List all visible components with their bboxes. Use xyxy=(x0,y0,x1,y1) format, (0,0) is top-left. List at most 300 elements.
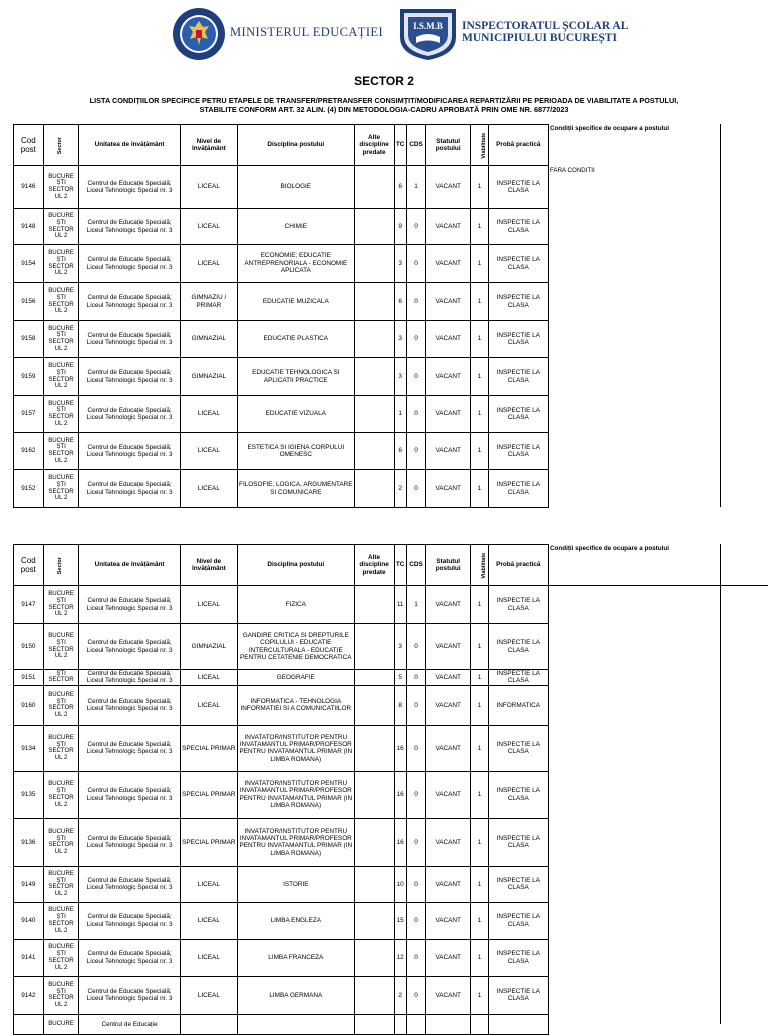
conditions-header-2: Condiții specifice de ocupare a postului xyxy=(550,545,669,552)
positions-table-2 xyxy=(13,544,549,1035)
table-row xyxy=(14,685,549,725)
cell-unit: Centrul de Educație Specială; Liceul Tehnologic Special nr. 3 xyxy=(79,818,180,866)
cell-cds: 1 xyxy=(406,586,425,624)
cell-discipline: ESTETICA SI IGIENA CORPULUI OMENESC xyxy=(238,433,355,470)
government-seal-icon xyxy=(172,7,226,61)
table-row xyxy=(14,245,549,283)
cell-unit: Centrul de Educație Specială; Liceul Tehnologic Special nr. 3 xyxy=(79,358,180,396)
cell-practical: INSPECTIE LA CLASA xyxy=(488,939,548,976)
cell-cds: 0 xyxy=(406,902,425,939)
cell-code: 9149 xyxy=(14,866,44,902)
cell-tc: 8 xyxy=(394,685,406,725)
table-row xyxy=(14,209,549,245)
col-header-status: Statutul postului xyxy=(426,545,471,586)
cell-unit: Centrul de Educație Specială; Liceul Tehnologic Special nr. 3 xyxy=(79,670,180,686)
cell-code: 9135 xyxy=(14,771,44,818)
table-row xyxy=(14,166,549,209)
cell-status: VACANT xyxy=(426,725,471,771)
page-header xyxy=(0,0,768,66)
col-header-code: Cod post xyxy=(14,545,44,586)
cell-tc: 3 xyxy=(394,245,406,283)
cell-practical: INSPECTIE LA CLASA xyxy=(488,433,548,470)
conditions-header-divider-2 xyxy=(549,585,768,586)
col-header-status: Statutul postului xyxy=(426,125,471,166)
cell-level: LICEAL xyxy=(180,586,237,624)
cell-other xyxy=(354,586,394,624)
cell-level: LICEAL xyxy=(180,470,237,508)
cell-tc: 6 xyxy=(394,283,406,321)
cell-practical: INSPECTIE LA CLASA xyxy=(488,624,548,670)
cell-status: VACANT xyxy=(426,624,471,670)
cell-tc: 11 xyxy=(394,586,406,624)
cell-status: VACANT xyxy=(426,358,471,396)
cell-tc: 10 xyxy=(394,866,406,902)
cell-cds: 0 xyxy=(406,358,425,396)
cell-sector: BUCURE ȘTI SECTOR UL 2 xyxy=(43,321,79,358)
cell-viability: 1 xyxy=(471,866,488,902)
cell-sector: BUCURE ȘTI SECTOR UL 2 xyxy=(43,976,79,1014)
cell-viability: 1 xyxy=(471,433,488,470)
cell-cds: 0 xyxy=(406,771,425,818)
cell-tc: 2 xyxy=(394,976,406,1014)
cell-unit: Centrul de Educație xyxy=(79,1014,180,1034)
cell-code: 9146 xyxy=(14,166,44,209)
cell-level: GIMNAZIAL xyxy=(180,624,237,670)
page-title: SECTOR 2 xyxy=(354,74,414,88)
cell-code: 9156 xyxy=(14,283,44,321)
cell-code: 9142 xyxy=(14,976,44,1014)
cell-other xyxy=(354,818,394,866)
cell-viability: 1 xyxy=(471,976,488,1014)
col-header-viability xyxy=(471,125,488,166)
cell-practical: INSPECTIE LA CLASA xyxy=(488,902,548,939)
cell-discipline: FILOSOFIE; LOGICA, ARGUMENTARE SI COMUNICARE xyxy=(238,470,355,508)
table-row xyxy=(14,976,549,1014)
cell-level: GIMNAZIAL xyxy=(180,358,237,396)
cell-other xyxy=(354,245,394,283)
cell-other xyxy=(354,725,394,771)
cell-level: SPECIAL PRIMAR xyxy=(180,818,237,866)
table-row xyxy=(14,818,549,866)
cell-other xyxy=(354,283,394,321)
table-header-row xyxy=(14,545,549,586)
col-header-code: Cod post xyxy=(14,125,44,166)
cell-discipline: BIOLOGIE xyxy=(238,166,355,209)
isj-shield-icon xyxy=(398,7,458,61)
cell-status: VACANT xyxy=(426,939,471,976)
cell-cds: 0 xyxy=(406,685,425,725)
cell-sector: BUCURE ȘTI SECTOR UL 2 xyxy=(43,209,79,245)
cell-discipline xyxy=(238,1014,355,1034)
cell-viability: 1 xyxy=(471,209,488,245)
cell-status: VACANT xyxy=(426,976,471,1014)
col-header-viability xyxy=(471,545,488,586)
cell-status: VACANT xyxy=(426,283,471,321)
cell-sector: BUCURE ȘTI SECTOR UL 2 xyxy=(43,358,79,396)
cell-cds: 0 xyxy=(406,866,425,902)
cell-code: 9157 xyxy=(14,396,44,433)
cell-practical: INFORMATICA xyxy=(488,685,548,725)
cell-other xyxy=(354,358,394,396)
col-header-practical: Probă practică xyxy=(488,545,548,586)
conditions-header-1: Condiții specifice de ocupare a postului xyxy=(550,125,669,132)
cell-sector: BUCURE ȘTI SECTOR UL 2 xyxy=(43,166,79,209)
cell-unit: Centrul de Educație Specială; Liceul Tehnologic Special nr. 3 xyxy=(79,976,180,1014)
table-row xyxy=(14,624,549,670)
cell-practical: INSPECTIE LA CLASA xyxy=(488,725,548,771)
cell-discipline: EDUCATIE MUZICALA xyxy=(238,283,355,321)
cell-cds xyxy=(406,1014,425,1034)
isj-name-line1: INSPECTORATUL ȘCOLAR AL xyxy=(462,20,629,32)
cell-unit: Centrul de Educație Specială; Liceul Tehnologic Special nr. 3 xyxy=(79,245,180,283)
cell-viability: 1 xyxy=(471,245,488,283)
cell-tc xyxy=(394,1014,406,1034)
cell-cds: 0 xyxy=(406,939,425,976)
col-header-level: Nivel de învățământ xyxy=(180,125,237,166)
cell-viability: 1 xyxy=(471,586,488,624)
cell-discipline: INVATATOR/INSTITUTOR PENTRU INVATAMANTUL PRIMAR/PROFESOR PENTRU INVATAMANTUL PRIMAR (IN LIMBA ROMANA) xyxy=(238,725,355,771)
cell-code: 9148 xyxy=(14,209,44,245)
cell-sector: BUCURE ȘTI SECTOR UL 2 xyxy=(43,866,79,902)
cell-unit: Centrul de Educație Specială; Liceul Tehnologic Special nr. 3 xyxy=(79,866,180,902)
cell-other xyxy=(354,209,394,245)
cell-unit: Centrul de Educație Specială; Liceul Tehnologic Special nr. 3 xyxy=(79,771,180,818)
cell-status: VACANT xyxy=(426,902,471,939)
cell-practical: INSPECTIE LA CLASA xyxy=(488,321,548,358)
cell-discipline: EDUCATIE PLASTICA xyxy=(238,321,355,358)
table-row xyxy=(14,902,549,939)
cell-sector: BUCURE ȘTI SECTOR UL 2 xyxy=(43,771,79,818)
cell-sector: BUCURE ȘTI SECTOR UL 2 xyxy=(43,902,79,939)
cell-other xyxy=(354,939,394,976)
positions-table-1 xyxy=(13,124,549,508)
cell-sector: BUCURE ȘTI SECTOR UL 2 xyxy=(43,818,79,866)
cell-cds: 0 xyxy=(406,670,425,686)
cell-discipline: EDUCATIE VIZUALA xyxy=(238,396,355,433)
cell-discipline: LIMBA FRANCEZA xyxy=(238,939,355,976)
cell-discipline: INVATATOR/INSTITUTOR PENTRU INVATAMANTUL PRIMAR/PROFESOR PENTRU INVATAMANTUL PRIMAR (IN LIMBA ROMANA) xyxy=(238,771,355,818)
col-header-sector xyxy=(43,125,79,166)
cell-code: 9151 xyxy=(14,670,44,686)
cell-discipline: ECONOMIE; EDUCATIE ANTREPRENORIALA - ECONOMIE APLICATA xyxy=(238,245,355,283)
table-row xyxy=(14,670,549,686)
cell-code xyxy=(14,1014,44,1034)
cell-level: SPECIAL PRIMAR xyxy=(180,725,237,771)
cell-level: LICEAL xyxy=(180,245,237,283)
cell-tc: 12 xyxy=(394,939,406,976)
cell-other xyxy=(354,685,394,725)
cell-status: VACANT xyxy=(426,166,471,209)
subtitle-line2: STABILITE CONFORM ART. 32 ALIN. (4) DIN METODOLOGIA-CADRU APROBATĂ PRIN OME NR. 6877/2023 xyxy=(199,105,569,114)
cell-practical: INSPECTIE LA CLASA xyxy=(488,245,548,283)
cell-discipline: LIMBA ENGLEZA xyxy=(238,902,355,939)
cell-unit: Centrul de Educație Specială; Liceul Tehnologic Special nr. 3 xyxy=(79,939,180,976)
table-row xyxy=(14,433,549,470)
table-row xyxy=(14,396,549,433)
cell-other xyxy=(354,624,394,670)
col-header-sector-label: Sector xyxy=(57,556,64,575)
cell-level: LICEAL xyxy=(180,939,237,976)
cell-sector: BUCURE ȘTI SECTOR UL 2 xyxy=(43,624,79,670)
cell-status: VACANT xyxy=(426,433,471,470)
cell-status: VACANT xyxy=(426,245,471,283)
cell-sector: BUCURE ȘTI SECTOR UL 2 xyxy=(43,433,79,470)
cell-unit: Centrul de Educație Specială; Liceul Tehnologic Special nr. 3 xyxy=(79,396,180,433)
cell-tc: 15 xyxy=(394,902,406,939)
table-header-row xyxy=(14,125,549,166)
cell-viability: 1 xyxy=(471,396,488,433)
ministry-name: MINISTERUL EDUCAȚIEI xyxy=(230,25,384,39)
cell-cds: 0 xyxy=(406,283,425,321)
cell-unit: Centrul de Educație Specială; Liceul Tehnologic Special nr. 3 xyxy=(79,586,180,624)
cell-cds: 0 xyxy=(406,818,425,866)
cell-sector: BUCURE ȘTI SECTOR UL 2 xyxy=(43,725,79,771)
cell-level: LICEAL xyxy=(180,685,237,725)
cell-viability: 1 xyxy=(471,818,488,866)
col-header-level: Nivel de învățământ xyxy=(180,545,237,586)
cell-sector: BUCURE ȘTI SECTOR UL 2 xyxy=(43,470,79,508)
col-header-tc: TC xyxy=(394,125,406,166)
cell-code: 9162 xyxy=(14,433,44,470)
cell-code: 9134 xyxy=(14,725,44,771)
col-header-other: Alte discipline predate xyxy=(354,545,394,586)
cell-practical: INSPECTIE LA CLASA xyxy=(488,166,548,209)
cell-unit: Centrul de Educație Specială; Liceul Tehnologic Special nr. 3 xyxy=(79,725,180,771)
cell-cds: 0 xyxy=(406,624,425,670)
table-row xyxy=(14,283,549,321)
cell-code: 9159 xyxy=(14,358,44,396)
cell-code: 9160 xyxy=(14,685,44,725)
col-header-sector xyxy=(43,545,79,586)
cell-practical: INSPECTIE LA CLASA xyxy=(488,818,548,866)
cell-viability: 1 xyxy=(471,321,488,358)
col-header-viability-label: Viabilitate xyxy=(481,132,488,159)
cell-discipline: GANDIRE CRITICA SI DREPTURILE COPILULUI - EDUCATIE INTERCULTURALA - EDUCATIE PENTRU CETATENIE DEMOCRATICA xyxy=(238,624,355,670)
cell-code: 9141 xyxy=(14,939,44,976)
cell-sector: BUCURE ȘTI SECTOR UL 2 xyxy=(43,939,79,976)
cell-sector: BUCURE ȘTI SECTOR UL 2 xyxy=(43,685,79,725)
cell-viability: 1 xyxy=(471,624,488,670)
cell-viability: 1 xyxy=(471,166,488,209)
cell-level: GIMNAZIU / PRIMAR xyxy=(180,283,237,321)
cell-level: SPECIAL PRIMAR xyxy=(180,771,237,818)
cell-code: 9136 xyxy=(14,818,44,866)
cell-other xyxy=(354,433,394,470)
cell-sector: BUCURE ȘTI SECTOR UL 2 xyxy=(43,283,79,321)
table-row xyxy=(14,771,549,818)
cell-discipline: CHIMIE xyxy=(238,209,355,245)
condition-value-1: FARA CONDITII xyxy=(550,167,595,174)
col-header-unit: Unitatea de învățământ xyxy=(79,545,180,586)
cell-level: LICEAL xyxy=(180,902,237,939)
cell-other xyxy=(354,866,394,902)
cell-other xyxy=(354,470,394,508)
col-header-discipline: Disciplina postului xyxy=(238,545,355,586)
cell-other xyxy=(354,166,394,209)
page-subtitle xyxy=(40,96,728,114)
cell-viability: 1 xyxy=(471,902,488,939)
cell-other xyxy=(354,902,394,939)
cell-status: VACANT xyxy=(426,470,471,508)
cell-discipline: ISTORIE xyxy=(238,866,355,902)
cell-other xyxy=(354,771,394,818)
cell-practical: INSPECTIE LA CLASA xyxy=(488,771,548,818)
cell-unit: Centrul de Educație Specială; Liceul Tehnologic Special nr. 3 xyxy=(79,624,180,670)
isj-name xyxy=(462,20,628,44)
cell-tc: 9 xyxy=(394,209,406,245)
col-header-other: Alte discipline predate xyxy=(354,125,394,166)
cell-viability: 1 xyxy=(471,685,488,725)
col-header-discipline: Disciplina postului xyxy=(238,125,355,166)
cell-viability: 1 xyxy=(471,283,488,321)
cell-tc: 5 xyxy=(394,670,406,686)
cell-level: LICEAL xyxy=(180,166,237,209)
cell-practical xyxy=(488,1014,548,1034)
cell-unit: Centrul de Educație Specială; Liceul Tehnologic Special nr. 3 xyxy=(79,166,180,209)
cell-tc: 3 xyxy=(394,624,406,670)
cell-other xyxy=(354,1014,394,1034)
cell-level: LICEAL xyxy=(180,866,237,902)
cell-other xyxy=(354,976,394,1014)
cell-practical: INSPECTIE LA CLASA xyxy=(488,586,548,624)
cell-cds: 0 xyxy=(406,209,425,245)
cell-code: 9154 xyxy=(14,245,44,283)
cell-sector: BUCURE ȘTI SECTOR UL 2 xyxy=(43,396,79,433)
cell-code: 9152 xyxy=(14,470,44,508)
cell-status: VACANT xyxy=(426,771,471,818)
cell-code: 9150 xyxy=(14,624,44,670)
cell-level: LICEAL xyxy=(180,976,237,1014)
cell-sector: BUCURE xyxy=(43,1014,79,1034)
cell-sector: BUCURE ȘTI SECTOR UL 2 xyxy=(43,245,79,283)
col-header-viability-label: Viabilitate xyxy=(481,552,488,579)
table-row xyxy=(14,358,549,396)
cell-tc: 6 xyxy=(394,166,406,209)
cell-other xyxy=(354,321,394,358)
cell-unit: Centrul de Educație Specială; Liceul Tehnologic Special nr. 3 xyxy=(79,321,180,358)
cell-status: VACANT xyxy=(426,209,471,245)
subtitle-line1: LISTA CONDIȚIILOR SPECIFICE PETRU ETAPELE DE TRANSFER/PRETRANSFER CONSIMȚIT/MODIFICAREA REPARTIZĂRII PE PERIOADA DE VIABILITATE A POSTULUI, xyxy=(89,96,679,105)
cell-tc: 3 xyxy=(394,321,406,358)
cell-practical: INSPECTIE LA CLASA xyxy=(488,396,548,433)
cell-tc: 2 xyxy=(394,470,406,508)
cell-cds: 0 xyxy=(406,245,425,283)
cell-discipline: FIZICA xyxy=(238,586,355,624)
cell-unit: Centrul de Educație Specială; Liceul Tehnologic Special nr. 3 xyxy=(79,902,180,939)
table-row xyxy=(14,866,549,902)
cell-unit: Centrul de Educație Specială; Liceul Tehnologic Special nr. 3 xyxy=(79,433,180,470)
cell-status: VACANT xyxy=(426,818,471,866)
cell-practical: INSPECTIE LA CLASA xyxy=(488,976,548,1014)
col-header-sector-label: Sector xyxy=(57,136,64,155)
cell-tc: 3 xyxy=(394,358,406,396)
cell-level: LICEAL xyxy=(180,209,237,245)
conditions-column-2 xyxy=(549,544,721,1024)
cell-tc: 1 xyxy=(394,396,406,433)
cell-unit: Centrul de Educație Specială; Liceul Tehnologic Special nr. 3 xyxy=(79,470,180,508)
isj-logo-text: I.S.M.B xyxy=(413,21,443,31)
cell-discipline: GEOGRAFIE xyxy=(238,670,355,686)
cell-status: VACANT xyxy=(426,396,471,433)
cell-sector: BUCURE ȘTI SECTOR UL 2 xyxy=(43,586,79,624)
table-row xyxy=(14,1014,549,1034)
cell-tc: 16 xyxy=(394,771,406,818)
cell-unit: Centrul de Educație Specială; Liceul Tehnologic Special nr. 3 xyxy=(79,209,180,245)
cell-practical: INSPECTIE LA CLASA xyxy=(488,670,548,686)
table-row xyxy=(14,725,549,771)
cell-viability: 1 xyxy=(471,470,488,508)
cell-other xyxy=(354,396,394,433)
cell-code: 9140 xyxy=(14,902,44,939)
table-row xyxy=(14,586,549,624)
cell-discipline: INFORMATICA - TEHNOLOGIA INFORMATIEI SI A COMUNICATIILOR xyxy=(238,685,355,725)
cell-cds: 0 xyxy=(406,433,425,470)
cell-viability: 1 xyxy=(471,358,488,396)
cell-code: 9158 xyxy=(14,321,44,358)
col-header-unit: Unitatea de învățământ xyxy=(79,125,180,166)
cell-unit: Centrul de Educație Specială; Liceul Tehnologic Special nr. 3 xyxy=(79,685,180,725)
cell-tc: 16 xyxy=(394,725,406,771)
cell-status: VACANT xyxy=(426,586,471,624)
cell-practical: INSPECTIE LA CLASA xyxy=(488,470,548,508)
cell-cds: 0 xyxy=(406,396,425,433)
cell-practical: INSPECTIE LA CLASA xyxy=(488,283,548,321)
col-header-cds: CDS xyxy=(406,125,425,166)
table-row xyxy=(14,321,549,358)
cell-practical: INSPECTIE LA CLASA xyxy=(488,209,548,245)
cell-status: VACANT xyxy=(426,321,471,358)
cell-viability: 1 xyxy=(471,725,488,771)
cell-level: LICEAL xyxy=(180,670,237,686)
cell-tc: 6 xyxy=(394,433,406,470)
cell-other xyxy=(354,670,394,686)
cell-cds: 0 xyxy=(406,470,425,508)
col-header-tc: TC xyxy=(394,545,406,586)
cell-level: LICEAL xyxy=(180,396,237,433)
col-header-cds: CDS xyxy=(406,545,425,586)
cell-viability: 1 xyxy=(471,771,488,818)
cell-viability: 1 xyxy=(471,939,488,976)
cell-viability xyxy=(471,1014,488,1034)
cell-level: LICEAL xyxy=(180,433,237,470)
cell-status: VACANT xyxy=(426,866,471,902)
cell-cds: 0 xyxy=(406,321,425,358)
cell-code: 9147 xyxy=(14,586,44,624)
cell-status: VACANT xyxy=(426,670,471,686)
cell-cds: 0 xyxy=(406,976,425,1014)
cell-level xyxy=(180,1014,237,1034)
cell-discipline: EDUCATIE TEHNOLOGICA SI APLICATII PRACTICE xyxy=(238,358,355,396)
cell-status: VACANT xyxy=(426,685,471,725)
conditions-column-1 xyxy=(549,124,721,507)
cell-viability: 1 xyxy=(471,670,488,686)
cell-discipline: LIMBA GERMANA xyxy=(238,976,355,1014)
cell-level: GIMNAZIAL xyxy=(180,321,237,358)
cell-status xyxy=(426,1014,471,1034)
table-row xyxy=(14,470,549,508)
cell-tc: 16 xyxy=(394,818,406,866)
cell-discipline: INVATATOR/INSTITUTOR PENTRU INVATAMANTUL PRIMAR/PROFESOR PENTRU INVATAMANTUL PRIMAR (IN LIMBA ROMANA) xyxy=(238,818,355,866)
cell-sector: ȘTI SECTOR xyxy=(43,670,79,686)
cell-practical: INSPECTIE LA CLASA xyxy=(488,866,548,902)
cell-unit: Centrul de Educație Specială; Liceul Tehnologic Special nr. 3 xyxy=(79,283,180,321)
cell-practical: INSPECTIE LA CLASA xyxy=(488,358,548,396)
cell-cds: 0 xyxy=(406,725,425,771)
isj-name-line2: MUNICIPIULUI BUCUREȘTI xyxy=(462,32,617,44)
col-header-practical: Probă practică xyxy=(488,125,548,166)
table-row xyxy=(14,939,549,976)
cell-cds: 1 xyxy=(406,166,425,209)
